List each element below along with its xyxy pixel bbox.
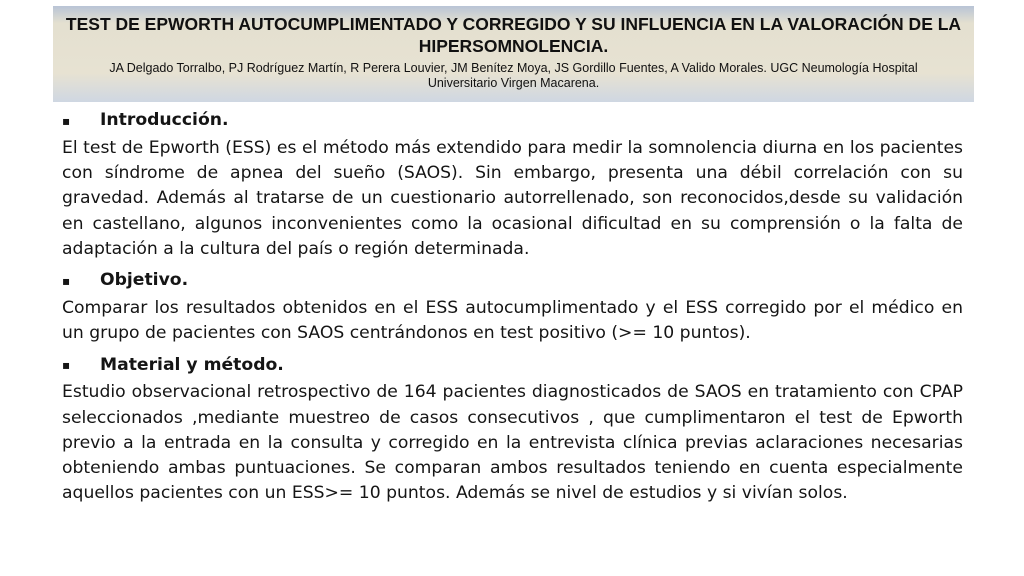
section-heading-introduccion <box>62 108 963 134</box>
section-heading-material-metodo <box>62 352 963 378</box>
square-bullet-icon: ▪ <box>62 357 71 372</box>
section-paragraph-introduccion: El test de Epworth (ESS) es el método más extendido para medir la somnolencia diurna en los pacientes con síndrome de apnea del sueño (SAOS). Sin embargo, presenta una débil correlación con su gravedad. Además al tratarse de un cuestionario autorrellenado, son reconocidos,desde su validación en castellano, algunos inconvenientes como la ocasional dificultad en su comprensión o la falta de adaptación a la cultura del país o región determinada. <box>62 138 963 259</box>
section-heading-label: Objetivo. <box>100 270 189 291</box>
title-banner <box>53 6 974 102</box>
section-heading-label: Material y método. <box>100 354 284 375</box>
section-heading-objetivo <box>62 268 963 294</box>
section-heading-label: Introducción. <box>100 110 229 131</box>
slide-title: TEST DE EPWORTH AUTOCUMPLIMENTADO Y CORREGIDO Y SU INFLUENCIA EN LA VALORACIÓN DE LA HIPERSOMNOLENCIA. <box>65 14 962 56</box>
square-bullet-icon: ▪ <box>62 113 71 128</box>
slide-body <box>62 108 963 512</box>
section-paragraph-objetivo: Comparar los resultados obtenidos en el ESS autocumplimentado y el ESS corregido por el médico en un grupo de pacientes con SAOS centrándonos en test positivo (>= 10 puntos). <box>62 298 963 344</box>
authors-affiliation: JA Delgado Torralbo, PJ Rodríguez Martín, R Perera Louvier, JM Benítez Moya, JS Gordillo Fuentes, A Valido Morales. UGC Neumología Hospital Universitario Virgen Macarena. <box>109 61 918 90</box>
section-paragraph-material-metodo: Estudio observacional retrospectivo de 164 pacientes diagnosticados de SAOS en tratamiento con CPAP seleccionados ,mediante muestreo de casos consecutivos , que cumplimentaron el test de Epworth previo a la entrada en la consulta y corregido en la entrevista clínica previas aclaraciones necesarias obteniendo ambas puntuaciones. Se comparan ambos resultados teniendo en cuenta especialmente aquellos pacientes con un ESS>= 10 puntos. Además se nivel de estudios y si vivían solos. <box>62 382 963 504</box>
square-bullet-icon: ▪ <box>62 273 71 288</box>
